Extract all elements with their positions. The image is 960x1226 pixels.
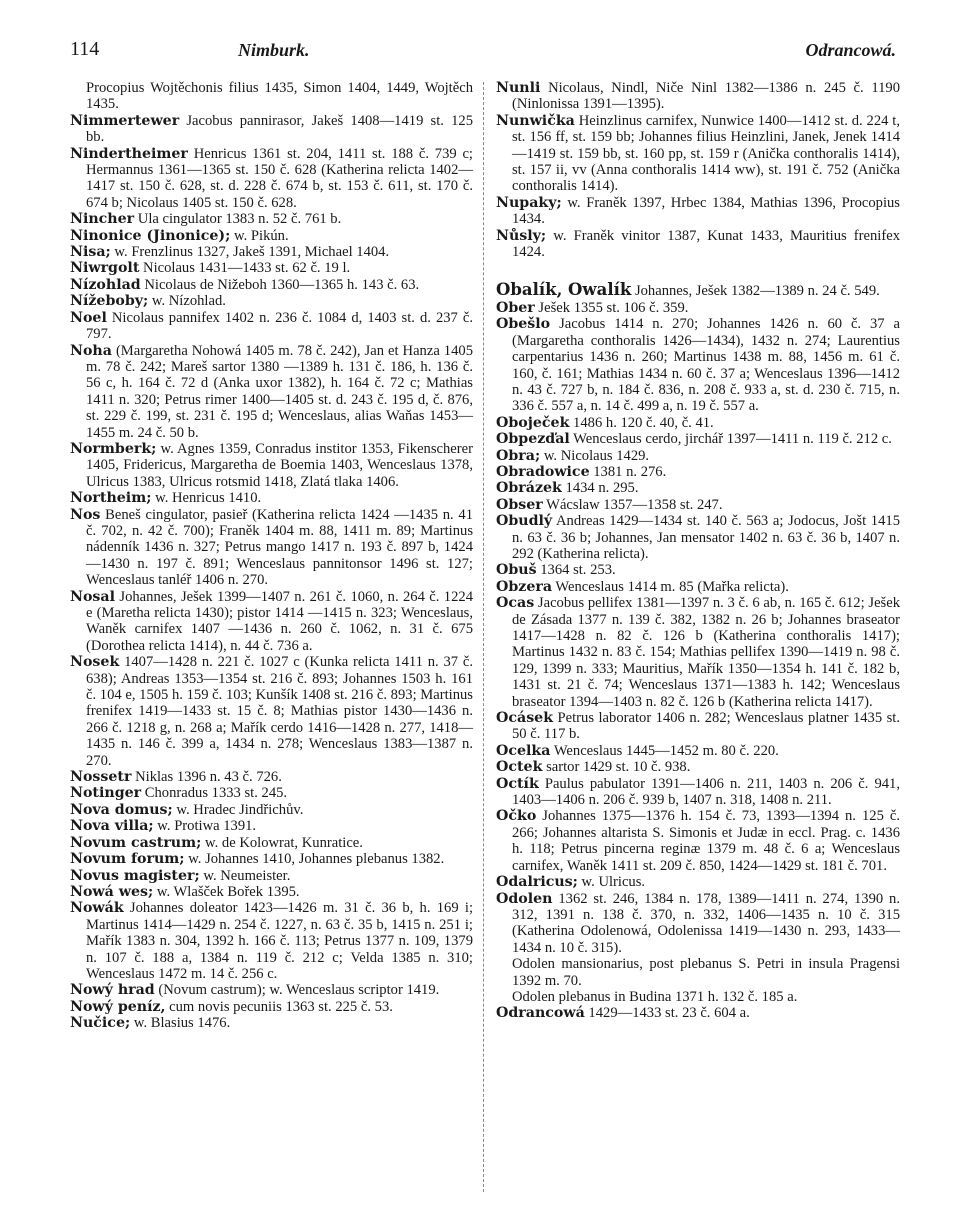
- entry-text: Beneš cingulator, pasieř (Katherina relicta 1424 —1435 n. 41 č. 702, n. 42 č. 700); Franěk 1404 m. 88, 1411 m. 89; Martinus nádenník 1436 n. 327; Petrus mango 1417 n. 193 č. 897 b, 1424—1430 n. 197 č. 891; Wenceslaus pannitonsor 1496 st. 127; Wenceslaus tanléř 1406 n. 270.: [86, 506, 473, 589]
- entry-headword: Obradowice: [496, 463, 590, 480]
- dictionary-entry: [70, 868, 473, 884]
- header-right-title: Odrancowá.: [805, 40, 896, 60]
- entry-text: 1381 n. 276.: [589, 463, 667, 480]
- dictionary-entry: [496, 80, 900, 113]
- entry-headword: Obpezďal: [496, 431, 570, 448]
- dictionary-entry: [496, 228, 900, 261]
- dictionary-entry: [496, 513, 900, 562]
- dictionary-entry: [496, 808, 900, 874]
- dictionary-entry: [70, 999, 473, 1015]
- entry-text: w. Ulricus.: [577, 874, 646, 891]
- entry-text: Wenceslaus 1445—1452 m. 80 č. 220.: [550, 742, 779, 759]
- dictionary-entry: [70, 80, 473, 113]
- dictionary-entry: [70, 835, 473, 851]
- dictionary-entry: [70, 884, 473, 900]
- entry-text: Nicolaus de Nižeboh 1360—1365 h. 143 č. 63.: [140, 276, 420, 293]
- dictionary-entry: [496, 1005, 900, 1021]
- entry-text: Procopius Wojtěchonis filius 1435, Simon 1404, 1449, Wojtěch 1435.: [86, 80, 473, 113]
- dictionary-entry: [496, 891, 900, 957]
- entry-text: Johannes, Ješek 1399—1407 n. 261 č. 1060, n. 264 č. 1224 e (Maretha relicta 1430); pistor 1414 —1415 n. 323; Wenceslaus, Waněk carnifex 1407 —1436 n. 260 č. 1062, n. 31 č. 675 (Dorothea relicta 1414), n. 44 č. 736 a.: [86, 588, 473, 654]
- entry-text: w. Pikún.: [230, 227, 289, 244]
- entry-text: Petrus laborator 1406 n. 282; Wenceslaus platner 1435 st. 50 č. 117 b.: [512, 710, 900, 743]
- entry-text: w. Nízohlad.: [148, 293, 226, 310]
- dictionary-entry: [70, 900, 473, 982]
- entry-headword: Obuš: [496, 562, 537, 579]
- dictionary-entry: [70, 507, 473, 589]
- dictionary-entry: [496, 448, 900, 464]
- entry-text: w. de Kolowrat, Kunratice.: [201, 834, 363, 851]
- left-column: [70, 80, 473, 1032]
- entry-headword: Oboječek: [496, 414, 570, 431]
- entry-headword: Obudlý: [496, 513, 553, 530]
- dictionary-entry: [496, 874, 900, 890]
- entry-text: w. Wlašček Bořek 1395.: [153, 883, 300, 900]
- entry-text: (Novum castrum); w. Wenceslaus scriptor 1419.: [154, 982, 440, 999]
- entry-headword: Notinger: [70, 785, 142, 802]
- entry-headword: Nosek: [70, 654, 120, 671]
- entry-headword: Niwrgolt: [70, 260, 140, 277]
- dictionary-entry: [496, 956, 900, 989]
- entry-text: w. Henricus 1410.: [151, 490, 262, 507]
- dictionary-entry: [70, 654, 473, 769]
- dictionary-entry: [496, 300, 900, 316]
- entry-text: 1429—1433 st. 23 č. 604 a.: [584, 1005, 750, 1022]
- dictionary-entry: [70, 818, 473, 834]
- entry-text: w. Johannes 1410, Johannes plebanus 1382.: [184, 851, 445, 868]
- entry-text: (Margaretha Nohowá 1405 m. 78 č. 242), Jan et Hanza 1405 m. 78 č. 242; Mareš sartor 1380 —1389 h. 131 č. 186, h. 136 č. 56 c, h. 164 č. 72 d (Anka uxor 1382), h. 164 č. 72 c; Mathias 1411 n. 320; Petrus rimer 1400—1405 st. d. 243 č. 195 d, č. 876, st. 229 č. 199, st. 231 č. 195 d; Wenceslaus, alias Waňas 1453—1455 m. 24 č. 50 b.: [86, 342, 473, 441]
- entry-headword: Nučice;: [70, 1015, 131, 1032]
- entry-text: Johannes, Ješek 1382—1389 n. 24 č. 549.: [631, 283, 880, 300]
- dictionary-entry: [496, 282, 900, 299]
- entry-text: Odolen plebanus in Budina 1371 h. 132 č. 185 a.: [512, 988, 798, 1005]
- entry-text: Jacobus pannirasor, Jakeš 1408—1419 st. 125 bb.: [86, 112, 473, 146]
- entry-text: w. Agnes 1359, Conradus institor 1353, Fikenscherer 1405, Fridericus, Margaretha de Boemia 1403, Wenceslaus 1378, Ulricus 1383, Ulricus rotsmid 1418, Zlatá tlaka 1406.: [86, 440, 473, 490]
- dictionary-entry: [496, 431, 900, 447]
- column-divider: [483, 82, 484, 1192]
- entry-text: sartor 1429 st. 10 č. 938.: [542, 759, 691, 776]
- entry-text: cum novis pecuniis 1363 st. 225 č. 53.: [165, 998, 393, 1015]
- entry-text: w. Hradec Jindřichův.: [172, 801, 304, 818]
- entry-headword: Noha: [70, 342, 112, 359]
- dictionary-entry: [496, 579, 900, 595]
- entry-headword: Novum forum;: [70, 851, 185, 868]
- entry-text: 1362 st. 246, 1384 n. 178, 1389—1411 n. 274, 1390 n. 312, 1391 n. 138 č. 370, n. 332, 1406—1435 n. 10 č. 315 (Katherina Odolenowá, Odolenissa 1419—1430 n. 293, 1433—1434 n. 10 č. 315).: [512, 890, 900, 956]
- dictionary-entry: [70, 244, 473, 260]
- entry-headword: Nůsly;: [496, 227, 547, 244]
- dictionary-entry: [496, 595, 900, 710]
- dictionary-entry: [496, 743, 900, 759]
- entry-text: 1486 h. 120 č. 40, č. 41.: [569, 414, 714, 431]
- entry-text: w. Blasius 1476.: [130, 1015, 231, 1032]
- entry-headword: Nova villa;: [70, 818, 154, 835]
- entry-text: Wácslaw 1357—1358 st. 247.: [542, 496, 723, 513]
- entry-headword: Nova domus;: [70, 801, 173, 818]
- entry-text: w. Franěk vinitor 1387, Kunat 1433, Mauritius frenifex 1424.: [512, 227, 900, 261]
- entry-headword: Ocásek: [496, 710, 554, 727]
- entry-text: Wenceslaus cerdo, jirchář 1397—1411 n. 119 č. 212 c.: [569, 431, 892, 448]
- entry-headword: Nisa;: [70, 244, 111, 261]
- dictionary-entry: [70, 343, 473, 441]
- dictionary-entry: [70, 260, 473, 276]
- dictionary-entry: [496, 989, 900, 1005]
- entry-headword: Obrázek: [496, 480, 562, 497]
- entry-headword: Obešlo: [496, 316, 551, 333]
- dictionary-entry: [70, 310, 473, 343]
- dictionary-entry: [496, 776, 900, 809]
- entry-text: Wenceslaus 1414 m. 85 (Mařka relicta).: [552, 578, 789, 595]
- dictionary-entry: [70, 113, 473, 146]
- dictionary-entry: [496, 562, 900, 578]
- entry-headword: Octek: [496, 759, 543, 776]
- entry-text: Niklas 1396 n. 43 č. 726.: [131, 769, 282, 786]
- entry-headword: Nimmertewer: [70, 112, 180, 129]
- entry-text: Johannes doleator 1423—1426 m. 31 č. 36 b, h. 169 i; Martinus 1414—1429 n. 254 č. 1227, n. 63 č. 35 b, 1415 n. 251 i; Mařík 1383 n. 304, 1392 h. 166 č. 113; Petrus 1377 n. 109, 1379 n. 107 č. 188 a, 1384 n. 119 č. 212 c; Velda 1385 n. 310; Wenceslaus 1472 m. 14 č. 256 c.: [86, 900, 473, 982]
- entry-headword: Odolen: [496, 890, 553, 907]
- entry-headword: Nupaky;: [496, 194, 562, 211]
- entry-headword: Nížeboby;: [70, 293, 149, 310]
- entry-text: Jacobus pellifex 1381—1397 n. 3 č. 6 ab, n. 165 č. 612; Ješek de Zásada 1377 n. 139 č. 382, 1382 n. 26 b; Johannes braseator 1417—1428 n. 82 č. 126 b (Katherina conthoralis 1417); Martinus 1432 n. 83 č. 154; Mathias pellifex 1390—1419 n. 98 č. 129, 1399 n. 333; Mauritius, Mařík 1350—1354 h. 141 č. 182 b, 1431 st. 21 č. 74; Wenceslaus 1371—1383 h. 142; Wenceslaus braseator 1394—1403 n. 82 č. 126 b (Katherina relicta 1417).: [512, 595, 900, 710]
- entry-text: w. Franěk 1397, Hrbec 1384, Mathias 1396, Procopius 1434.: [512, 194, 900, 228]
- dictionary-entry: [70, 277, 473, 293]
- right-column: [496, 80, 900, 1022]
- entry-headword: Obalík, Owalík: [496, 280, 632, 300]
- entry-headword: Nunwička: [496, 112, 575, 129]
- entry-gap: [496, 260, 900, 282]
- page-header: [70, 38, 896, 66]
- entry-headword: Northeim;: [70, 490, 152, 507]
- entry-text: Nicolaus 1431—1433 st. 62 č. 19 l.: [139, 260, 351, 277]
- entry-text: Odolen mansionarius, post plebanus S. Petri in insula Pragensi 1392 m. 70.: [512, 956, 900, 989]
- dictionary-entry: [70, 441, 473, 490]
- entry-headword: Ober: [496, 299, 535, 316]
- dictionary-entry: [496, 759, 900, 775]
- entry-headword: Nindertheimer: [70, 145, 188, 162]
- dictionary-entry: [496, 113, 900, 195]
- entry-text: w. Neumeister.: [199, 867, 291, 884]
- entry-text: 1364 st. 253.: [536, 562, 616, 579]
- entry-text: 1434 n. 295.: [561, 480, 639, 497]
- entry-text: w. Protiwa 1391.: [153, 818, 257, 835]
- dictionary-entry: [496, 195, 900, 228]
- entry-text: w. Nicolaus 1429.: [540, 447, 650, 464]
- dictionary-entry: [70, 293, 473, 309]
- entry-headword: Nowák: [70, 900, 124, 917]
- dictionary-entry: [70, 1015, 473, 1031]
- entry-headword: Nowá wes;: [70, 883, 154, 900]
- dictionary-entry: [70, 211, 473, 227]
- header-left-title: Nimburk.: [238, 40, 310, 60]
- entry-text: Nicolaus pannifex 1402 n. 236 č. 1084 d, 1403 st. d. 237 č. 797.: [86, 309, 473, 343]
- entry-headword: Ocelka: [496, 742, 551, 759]
- entry-text: Jacobus 1414 n. 270; Johannes 1426 n. 60 č. 37 a (Margaretha conthoralis 1426—1434), 1432 n. 274; Laurentius carpentarius 1436 n. 260; Martinus 1438 m. 88, 1456 m. 61 č. 160, č. 161; Mathias 1434 n. 60 č. 37 a; Wenceslaus 1396—1412 n. 43 č. 727 b, n. 184 č. 836, n. 208 č. 933 a, st. d. 230 č. 715, n. 336 č. 557 a, n. 14 č. 499 a, n. 19 č. 557 a.: [512, 316, 900, 415]
- entry-headword: Obser: [496, 496, 543, 513]
- dictionary-entry: [70, 802, 473, 818]
- entry-headword: Očko: [496, 808, 537, 825]
- dictionary-entry: [496, 316, 900, 414]
- entry-headword: Nunli: [496, 80, 541, 96]
- entry-headword: Novus magister;: [70, 867, 200, 884]
- dictionary-entry: [496, 415, 900, 431]
- dictionary-entry: [70, 851, 473, 867]
- dictionary-entry: [70, 982, 473, 998]
- dictionary-entry: [496, 497, 900, 513]
- dictionary-entry: [70, 228, 473, 244]
- entry-headword: Nincher: [70, 211, 135, 228]
- entry-headword: Nosal: [70, 588, 116, 605]
- entry-text: Ula cingulator 1383 n. 52 č. 761 b.: [134, 211, 342, 228]
- entry-text: Johannes 1375—1376 h. 154 č. 73, 1393—1394 n. 125 č. 266; Johannes altarista S. Simonis et Judæ in eccl. Prag. c. 1436 h. 118; Petrus pincerna reginæ 1379 m. 48 č. 6 a; Wenceslaus carnifex, Waněk 1411 st. 209 č. 850, 1424—1429 st. 181 č. 701.: [512, 808, 900, 874]
- dictionary-entry: [70, 769, 473, 785]
- dictionary-entry: [496, 710, 900, 743]
- dictionary-entry: [70, 146, 473, 212]
- page-number: 114: [70, 38, 100, 60]
- entry-text: Paulus pabulator 1391—1406 n. 211, 1403 n. 206 č. 941, 1403—1406 n. 206 č. 939 b, 1407 n. 318, 1408 n. 211.: [512, 775, 900, 809]
- dictionary-entry: [70, 785, 473, 801]
- entry-headword: Obzera: [496, 578, 553, 595]
- entry-text: w. Frenzlinus 1327, Jakeš 1391, Michael 1404.: [110, 244, 390, 261]
- dictionary-entry: [70, 589, 473, 655]
- entry-text: Ješek 1355 st. 106 č. 359.: [534, 299, 689, 316]
- entry-text: Andreas 1429—1434 st. 140 č. 563 a; Jodocus, Jošt 1415 n. 63 č. 36 b; Johannes, Jan mensator 1402 n. 63 č. 36 b, 1407 n. 292 (Katherina relicta).: [512, 513, 900, 562]
- entry-headword: Nossetr: [70, 769, 132, 786]
- dictionary-entry: [496, 480, 900, 496]
- entry-text: Heinzlinus carnifex, Nunwice 1400—1412 st. d. 224 t, st. 156 ff, st. 159 bb; Johannes filius Heinzlini, Janek, Jenek 1414—1419 st. 159 bb, st. 160 pp, st. 159 r (Anička conthoralis 1414), st. 157 ii, vv (Anna conthoralis 1414 ww), st. 191 č. 752 (Anička conthoralis 1414).: [512, 112, 900, 195]
- entry-text: Nicolaus, Nindl, Niče Ninl 1382—1386 n. 245 č. 1190 (Ninlonissa 1391—1395).: [512, 80, 900, 113]
- entry-headword: Ninonice (Jinonice);: [70, 227, 231, 244]
- entry-headword: Noel: [70, 309, 107, 326]
- entry-headword: Octík: [496, 775, 539, 792]
- entry-text: 1407—1428 n. 221 č. 1027 c (Kunka relicta 1411 n. 37 č. 638); Andreas 1353—1354 st. 216 č. 893; Johannes 1503 h. 161 č. 104 e, 1505 h. 159 č. 103; Kunšík 1408 st. 216 č. 893; Martinus frenifex 1419—1433 st. 15 č. 8; Mathias pistor 1430—1436 n. 266 č. 1218 g, n. 268 a; Mařík cerdo 1416—1428 n. 277, 1418—1435 n. 146 č. 399 a, 1434 n. 278; Wenceslaus 1383—1387 n. 270.: [86, 654, 473, 769]
- dictionary-entry: [496, 464, 900, 480]
- entry-headword: Odrancowá: [496, 1005, 585, 1022]
- entry-headword: Nos: [70, 506, 101, 523]
- entry-headword: Obra;: [496, 447, 541, 464]
- entry-headword: Odalricus;: [496, 874, 578, 891]
- entry-headword: Normberk;: [70, 440, 157, 457]
- entry-headword: Novum castrum;: [70, 834, 202, 851]
- entry-text: Henricus 1361 st. 204, 1411 st. 188 č. 739 c; Hermannus 1361—1365 st. 150 č. 628 (Katherina relicta 1402—1417 st. 150 č. 628, st. d. 228 č. 674 b, st. 153 č. 611, st. 170 č. 674 b; Nicolaus 1405 st. 150 č. 628.: [86, 145, 473, 211]
- entry-headword: Ocas: [496, 595, 535, 612]
- dictionary-entry: [70, 490, 473, 506]
- entry-headword: Nízohlad: [70, 276, 141, 293]
- entry-text: Chonradus 1333 st. 245.: [141, 785, 288, 802]
- entry-headword: Nowý hrad: [70, 982, 155, 999]
- entry-headword: Nowý peníz,: [70, 998, 166, 1015]
